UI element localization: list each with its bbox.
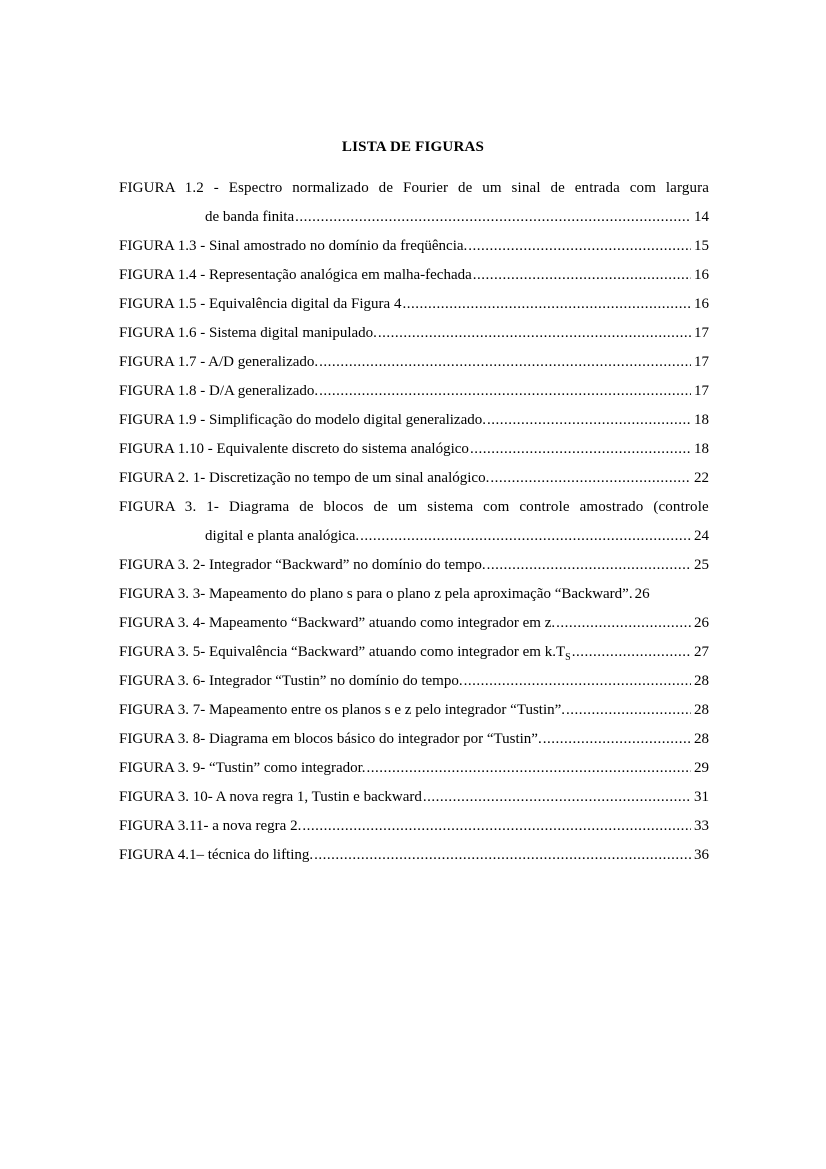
entry-page-number: 15 bbox=[694, 238, 709, 254]
entry-page-number: 33 bbox=[694, 818, 709, 834]
list-item bbox=[119, 406, 709, 435]
entry-title: FIGURA 3. 4- Mapeamento “Backward” atuando como integrador em z. bbox=[119, 615, 556, 631]
entry-title: FIGURA 1.4 - Representação analógica em malha-fechada bbox=[119, 267, 472, 283]
list-item bbox=[119, 580, 709, 609]
dot-leader bbox=[473, 261, 691, 290]
entry-page-number: 18 bbox=[694, 441, 709, 457]
dot-leader bbox=[367, 754, 691, 783]
entry-title: digital e planta analógica. bbox=[205, 528, 360, 544]
entry-title: FIGURA 1.7 - A/D generalizado. bbox=[119, 354, 319, 370]
entry-title: FIGURA 3.11- a nova regra 2. bbox=[119, 818, 302, 834]
dot-leader bbox=[295, 203, 691, 232]
entry-page-number: 24 bbox=[694, 528, 709, 544]
dot-leader bbox=[402, 290, 691, 319]
list-item bbox=[119, 319, 709, 348]
entry-title: FIGURA 3. 3- Mapeamento do plano s para o plano z pela aproximação “Backward”. bbox=[119, 586, 633, 602]
dot-leader bbox=[572, 638, 691, 667]
entry-page-number: 16 bbox=[694, 296, 709, 312]
entry-title: FIGURA 3. 5- Equivalência “Backward” atuando como integrador em k.T bbox=[119, 644, 566, 660]
entry-title: FIGURA 1.9 - Simplificação do modelo digital generalizado. bbox=[119, 412, 487, 428]
entry-title: FIGURA 2. 1- Discretização no tempo de um sinal analógico. bbox=[119, 470, 490, 486]
entry-page-number: 18 bbox=[694, 412, 709, 428]
dot-leader bbox=[319, 377, 691, 406]
list-item bbox=[119, 348, 709, 377]
entry-title: FIGURA 1.10 - Equivalente discreto do sistema analógico bbox=[119, 441, 469, 457]
list-item bbox=[119, 464, 709, 493]
dot-leader bbox=[566, 696, 691, 725]
dot-leader bbox=[468, 232, 691, 261]
entry-title: FIGURA 3. 7- Mapeamento entre os planos s e z pelo integrador “Tustin”. bbox=[119, 702, 566, 718]
entry-page-number: 36 bbox=[694, 847, 709, 863]
dot-leader bbox=[423, 783, 691, 812]
dot-leader bbox=[556, 609, 691, 638]
list-item bbox=[119, 667, 709, 696]
entry-page-number: 17 bbox=[694, 383, 709, 399]
dot-leader bbox=[378, 319, 691, 348]
list-item bbox=[119, 377, 709, 406]
entry-title: FIGURA 3. 2- Integrador “Backward” no domínio do tempo. bbox=[119, 557, 486, 573]
entry-title: FIGURA 3. 6- Integrador “Tustin” no domínio do tempo. bbox=[119, 673, 463, 689]
entry-page-number: 16 bbox=[694, 267, 709, 283]
list-item bbox=[119, 609, 709, 638]
entry-page-number: 26 bbox=[694, 615, 709, 631]
dot-leader bbox=[319, 348, 691, 377]
entry-title: de banda finita bbox=[205, 209, 295, 225]
list-item bbox=[119, 696, 709, 725]
dot-leader bbox=[490, 464, 691, 493]
entry-page-number: 28 bbox=[694, 731, 709, 747]
entry-page-number: 17 bbox=[694, 354, 709, 370]
entry-page-number: 28 bbox=[694, 702, 709, 718]
entry-title-line1: FIGURA 1.2 - Espectro normalizado de Fourier de um sinal de entrada com largura bbox=[119, 180, 710, 196]
list-item bbox=[119, 841, 709, 870]
entry-title: FIGURA 3. 9- “Tustin” como integrador. bbox=[119, 760, 366, 776]
list-item bbox=[119, 725, 709, 754]
figure-list bbox=[119, 174, 709, 870]
entry-title: FIGURA 1.5 - Equivalência digital da Figura 4 bbox=[119, 296, 402, 312]
subscript: S bbox=[565, 652, 571, 663]
list-item bbox=[119, 754, 709, 783]
entry-title: FIGURA 1.3 - Sinal amostrado no domínio da freqüência. bbox=[119, 238, 468, 254]
entry-title: FIGURA 4.1– técnica do lifting. bbox=[119, 847, 314, 863]
entry-page-number: 25 bbox=[694, 557, 709, 573]
entry-title: FIGURA 1.8 - D/A generalizado. bbox=[119, 383, 319, 399]
dot-leader bbox=[543, 725, 691, 754]
list-item bbox=[119, 435, 709, 464]
dot-leader bbox=[464, 667, 691, 696]
list-item bbox=[119, 551, 709, 580]
entry-page-number: 22 bbox=[694, 470, 709, 486]
entry-page-number: 28 bbox=[694, 673, 709, 689]
list-item bbox=[119, 783, 709, 812]
entry-title: FIGURA 3. 8- Diagrama em blocos básico do integrador por “Tustin”. bbox=[119, 731, 542, 747]
dot-leader bbox=[470, 435, 691, 464]
dot-leader bbox=[302, 812, 691, 841]
list-item bbox=[119, 638, 709, 667]
list-item bbox=[119, 290, 709, 319]
entry-page-number: 14 bbox=[694, 209, 709, 225]
entry-page-number: 31 bbox=[694, 789, 709, 805]
list-item bbox=[119, 232, 709, 261]
entry-page-number: 26 bbox=[634, 586, 650, 602]
list-item bbox=[119, 261, 709, 290]
entry-page-number: 17 bbox=[694, 325, 709, 341]
page-title: LISTA DE FIGURAS bbox=[341, 139, 485, 155]
entry-title-line1: FIGURA 3. 1- Diagrama de blocos de um sistema com controle amostrado (controle bbox=[119, 499, 709, 515]
dot-leader bbox=[360, 522, 691, 551]
entry-page-number: 27 bbox=[694, 644, 709, 660]
dot-leader bbox=[487, 551, 691, 580]
entry-page-number: 29 bbox=[694, 760, 709, 776]
list-item bbox=[119, 493, 709, 551]
dot-leader bbox=[314, 841, 691, 870]
entry-title: FIGURA 3. 10- A nova regra 1, Tustin e backward bbox=[119, 789, 422, 805]
list-item bbox=[119, 812, 709, 841]
entry-title: FIGURA 1.6 - Sistema digital manipulado. bbox=[119, 325, 377, 341]
list-item bbox=[119, 174, 709, 232]
dot-leader bbox=[487, 406, 691, 435]
